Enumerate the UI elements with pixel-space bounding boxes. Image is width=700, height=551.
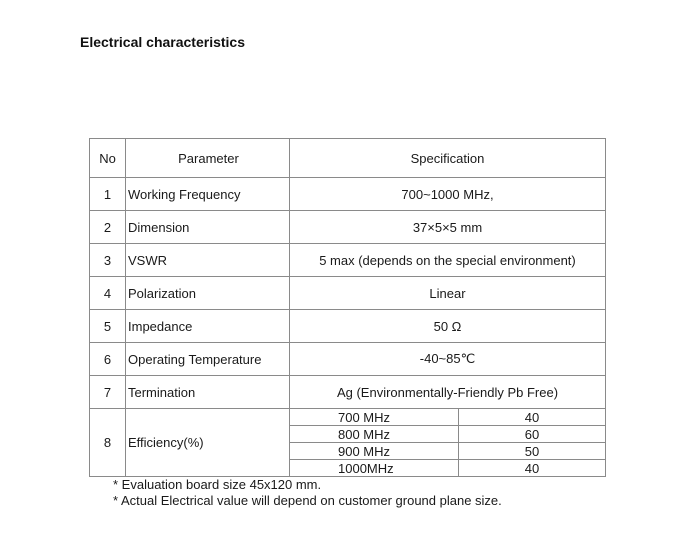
row-spec: Ag (Environmentally-Friendly Pb Free) bbox=[290, 376, 606, 409]
efficiency-subtable bbox=[290, 409, 605, 476]
table-row bbox=[90, 244, 606, 277]
row-parameter: Efficiency(%) bbox=[126, 409, 290, 477]
table-row bbox=[90, 376, 606, 409]
row-spec: 50 Ω bbox=[290, 310, 606, 343]
table-row bbox=[90, 310, 606, 343]
footnote: * Actual Electrical value will depend on customer ground plane size. bbox=[113, 493, 502, 508]
footnotes bbox=[113, 477, 502, 509]
row-parameter: Termination bbox=[126, 376, 290, 409]
efficiency-frequency: 900 MHz bbox=[290, 443, 459, 460]
table-row bbox=[90, 277, 606, 310]
efficiency-subrow bbox=[290, 426, 605, 443]
row-no: 1 bbox=[90, 178, 126, 211]
row-parameter: VSWR bbox=[126, 244, 290, 277]
row-spec: -40~85℃ bbox=[290, 343, 606, 376]
row-no: 6 bbox=[90, 343, 126, 376]
spec-table bbox=[89, 138, 606, 477]
efficiency-subrow bbox=[290, 460, 605, 477]
efficiency-frequency: 1000MHz bbox=[290, 460, 459, 477]
efficiency-subrow bbox=[290, 409, 605, 426]
row-no: 4 bbox=[90, 277, 126, 310]
efficiency-subrow bbox=[290, 443, 605, 460]
header-specification: Specification bbox=[290, 139, 606, 178]
row-no: 8 bbox=[90, 409, 126, 477]
table-row bbox=[90, 343, 606, 376]
efficiency-frequency: 700 MHz bbox=[290, 409, 459, 426]
row-no: 2 bbox=[90, 211, 126, 244]
efficiency-subtable-cell bbox=[290, 409, 606, 477]
table-row bbox=[90, 211, 606, 244]
row-spec: 5 max (depends on the special environment) bbox=[290, 244, 606, 277]
footnote: * Evaluation board size 45x120 mm. bbox=[113, 477, 322, 492]
header-no: No bbox=[90, 139, 126, 178]
row-no: 3 bbox=[90, 244, 126, 277]
row-parameter: Working Frequency bbox=[126, 178, 290, 211]
row-no: 7 bbox=[90, 376, 126, 409]
efficiency-row bbox=[90, 409, 606, 477]
row-spec: 37×5×5 mm bbox=[290, 211, 606, 244]
efficiency-value: 40 bbox=[524, 460, 540, 476]
table-header-row bbox=[90, 139, 606, 178]
row-spec: Linear bbox=[290, 277, 606, 310]
table-row bbox=[90, 178, 606, 211]
row-no: 5 bbox=[90, 310, 126, 343]
efficiency-value: 50 bbox=[459, 443, 606, 460]
page-title: Electrical characteristics bbox=[80, 34, 245, 50]
row-parameter: Dimension bbox=[126, 211, 290, 244]
efficiency-value: 40 bbox=[459, 409, 606, 426]
row-parameter: Polarization bbox=[126, 277, 290, 310]
row-parameter: Operating Temperature bbox=[126, 343, 290, 376]
efficiency-frequency: 800 MHz bbox=[290, 426, 459, 443]
efficiency-value: 60 bbox=[459, 426, 606, 443]
header-parameter: Parameter bbox=[126, 139, 290, 178]
row-spec: 700~1000 MHz, bbox=[290, 178, 606, 211]
row-parameter: Impedance bbox=[126, 310, 290, 343]
